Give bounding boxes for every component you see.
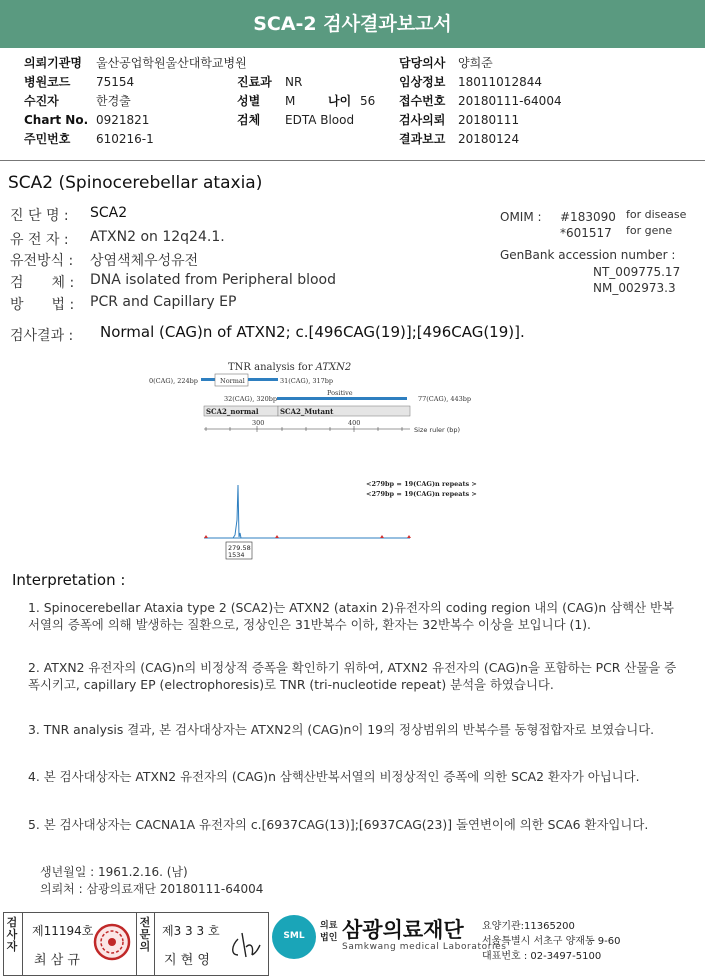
omim-label: OMIM : [500,210,542,224]
doctor-label: 담당의사 [399,56,446,70]
gene-value: ATXN2 on 12q24.1. [90,229,225,245]
institution-english-name: Samkwang medical Laboratories [342,942,507,952]
institution-block [270,912,702,974]
age-value: 56 [360,94,376,108]
peak-label-1: <279bp = 19(CAG)n repeats > [366,480,477,488]
specimen-value: EDTA Blood [285,113,355,127]
signature-divider-1 [22,913,23,975]
sample-value: DNA isolated from Peripheral blood [90,272,337,288]
sex-label: 성별 [237,94,261,108]
chart-label: Chart No. [24,113,89,127]
specimen-label: 검체 [237,113,261,127]
institution-code: 요양기관:11365200 [482,921,575,932]
sample-label: 검 체 : [10,275,75,291]
hospital-value: 울산공업학원울산대학교병원 [96,56,247,70]
hospital-label: 의뢰기관명 [24,56,82,70]
mutant-left-label: 32(CAG), 320bp [224,395,278,403]
peak-callout-height: 1534 [228,551,245,559]
figure-title [228,362,351,373]
doctor-value: 양희준 [458,56,493,70]
legend-normal: SCA2_normal [206,407,259,416]
method-label: 방 법 : [10,297,75,313]
request-label: 검사의뢰 [399,113,446,127]
result-label: 검사결과 : [10,328,74,344]
specialist-signature-icon [224,923,264,963]
omim-2-note: for gene [626,224,673,237]
examiner-name: 최 삼 규 [34,953,80,968]
tnr-figure [0,355,705,565]
examiner-seal-icon [92,922,132,962]
age-label: 나이 [328,94,352,108]
interpretation-title: Interpretation : [12,571,126,589]
interp-paragraph-3: 3. TNR analysis 결과, 본 검사대상자는 ATXN2의 (CAG)n이 19의 정상범위의 반복수를 동형접합자로 보였습니다. [28,722,655,737]
institution-name: 삼광의료재단 [342,918,464,942]
method-value: PCR and Capillary EP [90,294,237,310]
code-label: 병원코드 [24,75,71,89]
patient-label: 수진자 [24,94,59,108]
inherit-value: 상염색체우성유전 [90,253,199,269]
sex-value: M [285,94,296,108]
report-title: SCA-2 검사결과보고서 [0,0,705,48]
mutant-bar [277,397,407,400]
diagnosis-label: 진 단 명 : [10,208,69,224]
genbank-1: NT_009775.17 [593,265,681,279]
normal-left-label: 0(CAG), 224bp [149,377,198,385]
interp-paragraph-1: 1. Spinocerebellar Ataxia type 2 (SCA2)는 ATXN2 (ataxin 2)유전자의 coding region 내의 (CAG)n 삼핵산 반복서열의 증폭에 의해 발생하는 질환으로, 정상인은 31반복수 이하, 환자는 32반복수 이상을 보입니다 (1). [28,600,674,632]
birth-date: 생년월일 : 1961.2.16. (남) [40,865,188,879]
examiner-label: 검 사 자 [6,916,18,953]
interp-paragraph-5: 5. 본 검사대상자는 CACNA1A 유전자의 c.[6937CAG(13)];[6937CAG(23)] 돌연변이에 의한 SCA6 환자입니다. [28,817,649,832]
specialist-name: 지 현 영 [164,953,210,968]
result-value: Normal (CAG)n of ATXN2; c.[496CAG(19)];[496CAG(19)]. [100,323,525,341]
legend-mutant: SCA2_Mutant [280,407,334,416]
peak-label-2: <279bp = 19(CAG)n repeats > [366,490,477,498]
patient-value: 한경출 [96,94,131,108]
clinical-value: 18011012844 [458,75,542,89]
report-value: 20180124 [458,132,520,146]
signature-box [3,912,269,976]
institution-phone: 대표번호 : 02-3497-5100 [482,951,602,962]
diagnosis-value: SCA2 [90,205,128,221]
clinical-label: 임상정보 [399,75,446,89]
figure-title-prefix: TNR analysis for [228,362,316,373]
genbank-2: NM_002973.3 [593,281,676,295]
section-title: SCA2 (Spinocerebellar ataxia) [8,173,263,193]
report-label: 결과보고 [399,132,446,146]
mutant-right-label: 77(CAG), 443bp [418,395,472,403]
info-block [0,54,705,154]
normal-bar-right [248,378,278,381]
request-value: 20180111 [458,113,520,127]
omim-1: #183090 [560,210,616,224]
signature-divider-3 [154,913,155,975]
referral-info: 의뢰처 : 삼광의료재단 20180111-64004 [40,882,264,896]
normal-bar-left [201,378,215,381]
tick-300: 300 [252,419,265,427]
institution-address: 서울특별시 서초구 양재동 9-60 [482,936,621,947]
tick-400: 400 [348,419,361,427]
dept-label: 진료과 [237,75,272,89]
institution-logo-text: SML [283,931,305,941]
gene-label: 유 전 자 : [10,232,69,248]
rrn-value: 610216-1 [96,132,154,146]
normal-box-label: Normal [220,377,245,385]
interp-paragraph-4: 4. 본 검사대상자는 ATXN2 유전자의 (CAG)n 삼핵산반복서열의 비정상적인 증폭에 의한 SCA2 환자가 아닙니다. [28,769,640,784]
references [490,208,700,298]
electropherogram-peak [233,485,241,538]
examiner-no: 제11194호 [32,924,94,938]
genbank-label: GenBank accession number : [500,248,676,262]
chart-value: 0921821 [96,113,150,127]
normal-right-label: 31(CAG), 317bp [280,377,334,385]
org-small-1: 의료 [320,921,338,931]
receipt-value: 20180111-64004 [458,94,562,108]
specialist-label: 전 문 의 [139,916,151,953]
code-value: 75154 [96,75,135,89]
dept-value: NR [285,75,303,89]
inherit-label: 유전방식 : [10,253,74,269]
header-divider [0,160,705,161]
rrn-label: 주민번호 [24,132,71,146]
omim-1-note: for disease [626,208,687,221]
omim-2: *601517 [560,226,612,240]
size-ruler-label: Size ruler (bp) [414,426,461,434]
specialist-no: 제3 3 3 호 [162,924,220,938]
figure-title-gene: ATXN2 [315,362,352,373]
tnr-figure-svg [0,355,705,565]
org-small-2: 법인 [320,933,338,943]
receipt-label: 접수번호 [399,94,446,108]
peak-callout-size: 279.58 [228,544,251,552]
interp-paragraph-2: 2. ATXN2 유전자의 (CAG)n의 비정상적 증폭을 확인하기 위하여, ATXN2 유전자의 (CAG)n을 포함하는 PCR 산물을 증폭시키고, capillary EP (electrophoresis)로 TNR (tri-nucleotide repeat) 분석을 하였습니다. [28,660,677,692]
positive-label: Positive [327,389,353,397]
